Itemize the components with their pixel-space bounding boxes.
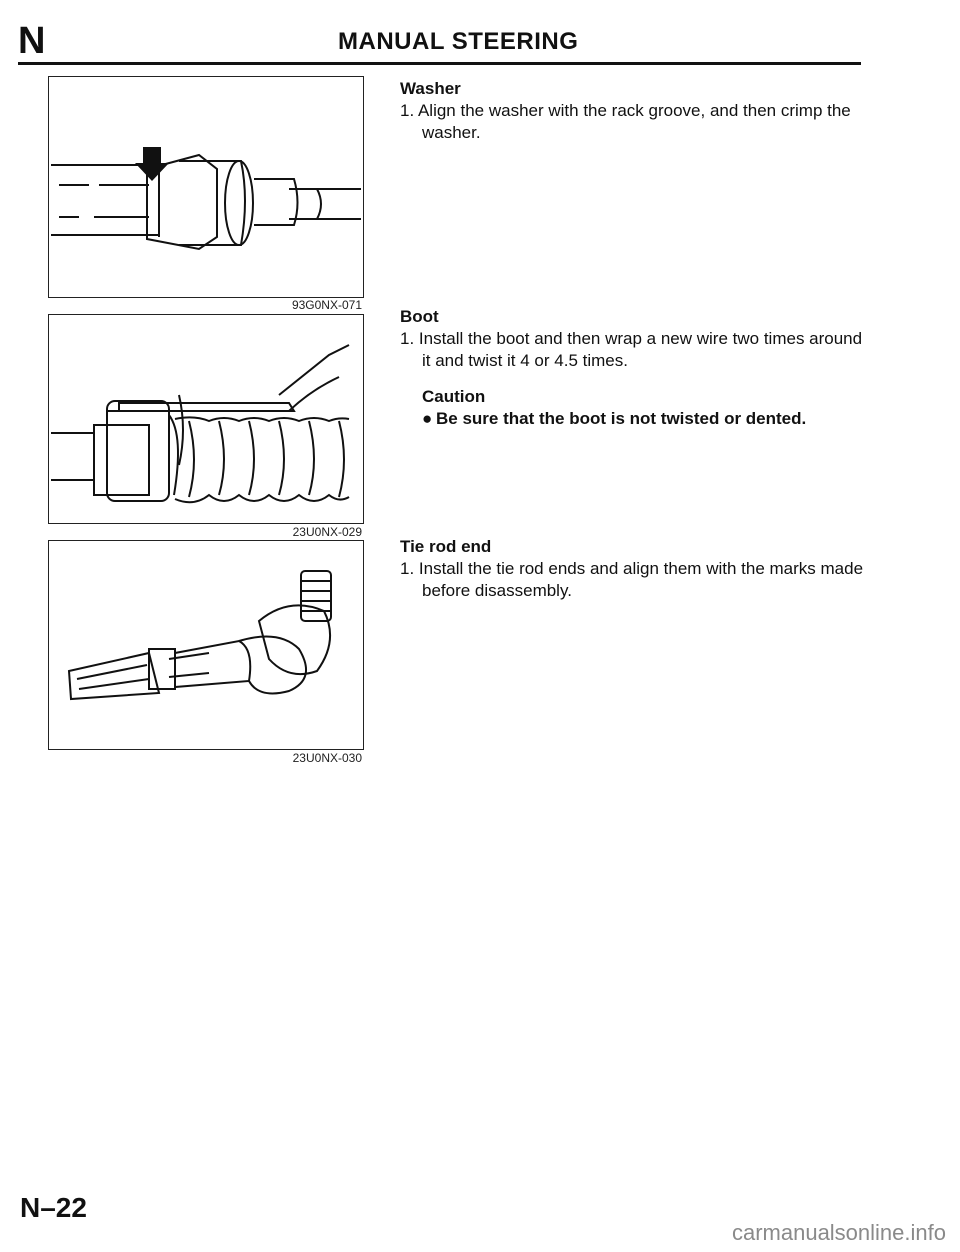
caution-item [422,408,870,430]
boot-section [400,306,870,430]
page-title: MANUAL STEERING [338,28,579,55]
bullet-icon: ● [422,409,433,428]
caution-block [400,386,870,430]
tie-rod-end-illustration-icon [49,541,363,749]
boot-step-1: 1. Install the boot and then wrap a new wire two times around it and twist it 4 or 4.5 times. [400,329,863,370]
caution-item-text: Be sure that the boot is not twisted or dented. [436,409,807,428]
figure-code: 23U0NX-030 [292,751,362,765]
tie-rod-end-step-1: 1. Install the tie rod ends and align them with the marks made before disassembly. [400,559,864,600]
figure-code: 93G0NX-071 [291,298,362,312]
boot-wire-illustration-icon [49,315,363,523]
tie-rod-end-heading: Tie rod end [400,537,492,556]
boot-heading: Boot [400,307,439,326]
page-number: N–22 [20,1192,87,1223]
watermark: carmanualsonline.info [731,1220,946,1245]
figure-boot [48,314,364,524]
washer-heading: Washer [400,79,461,98]
washer-section [400,78,870,144]
caution-title: Caution [422,387,486,406]
washer-step-1: 1. Align the washer with the rack groove, and then crimp the washer. [400,101,851,142]
washer-crimp-illustration-icon [49,77,363,297]
section-letter: N [18,20,46,62]
figure-code: 23U0NX-029 [292,525,362,539]
figure-washer [48,76,364,298]
header-divider [18,62,861,65]
tie-rod-end-section [400,536,870,602]
figure-tie-rod-end [48,540,364,750]
